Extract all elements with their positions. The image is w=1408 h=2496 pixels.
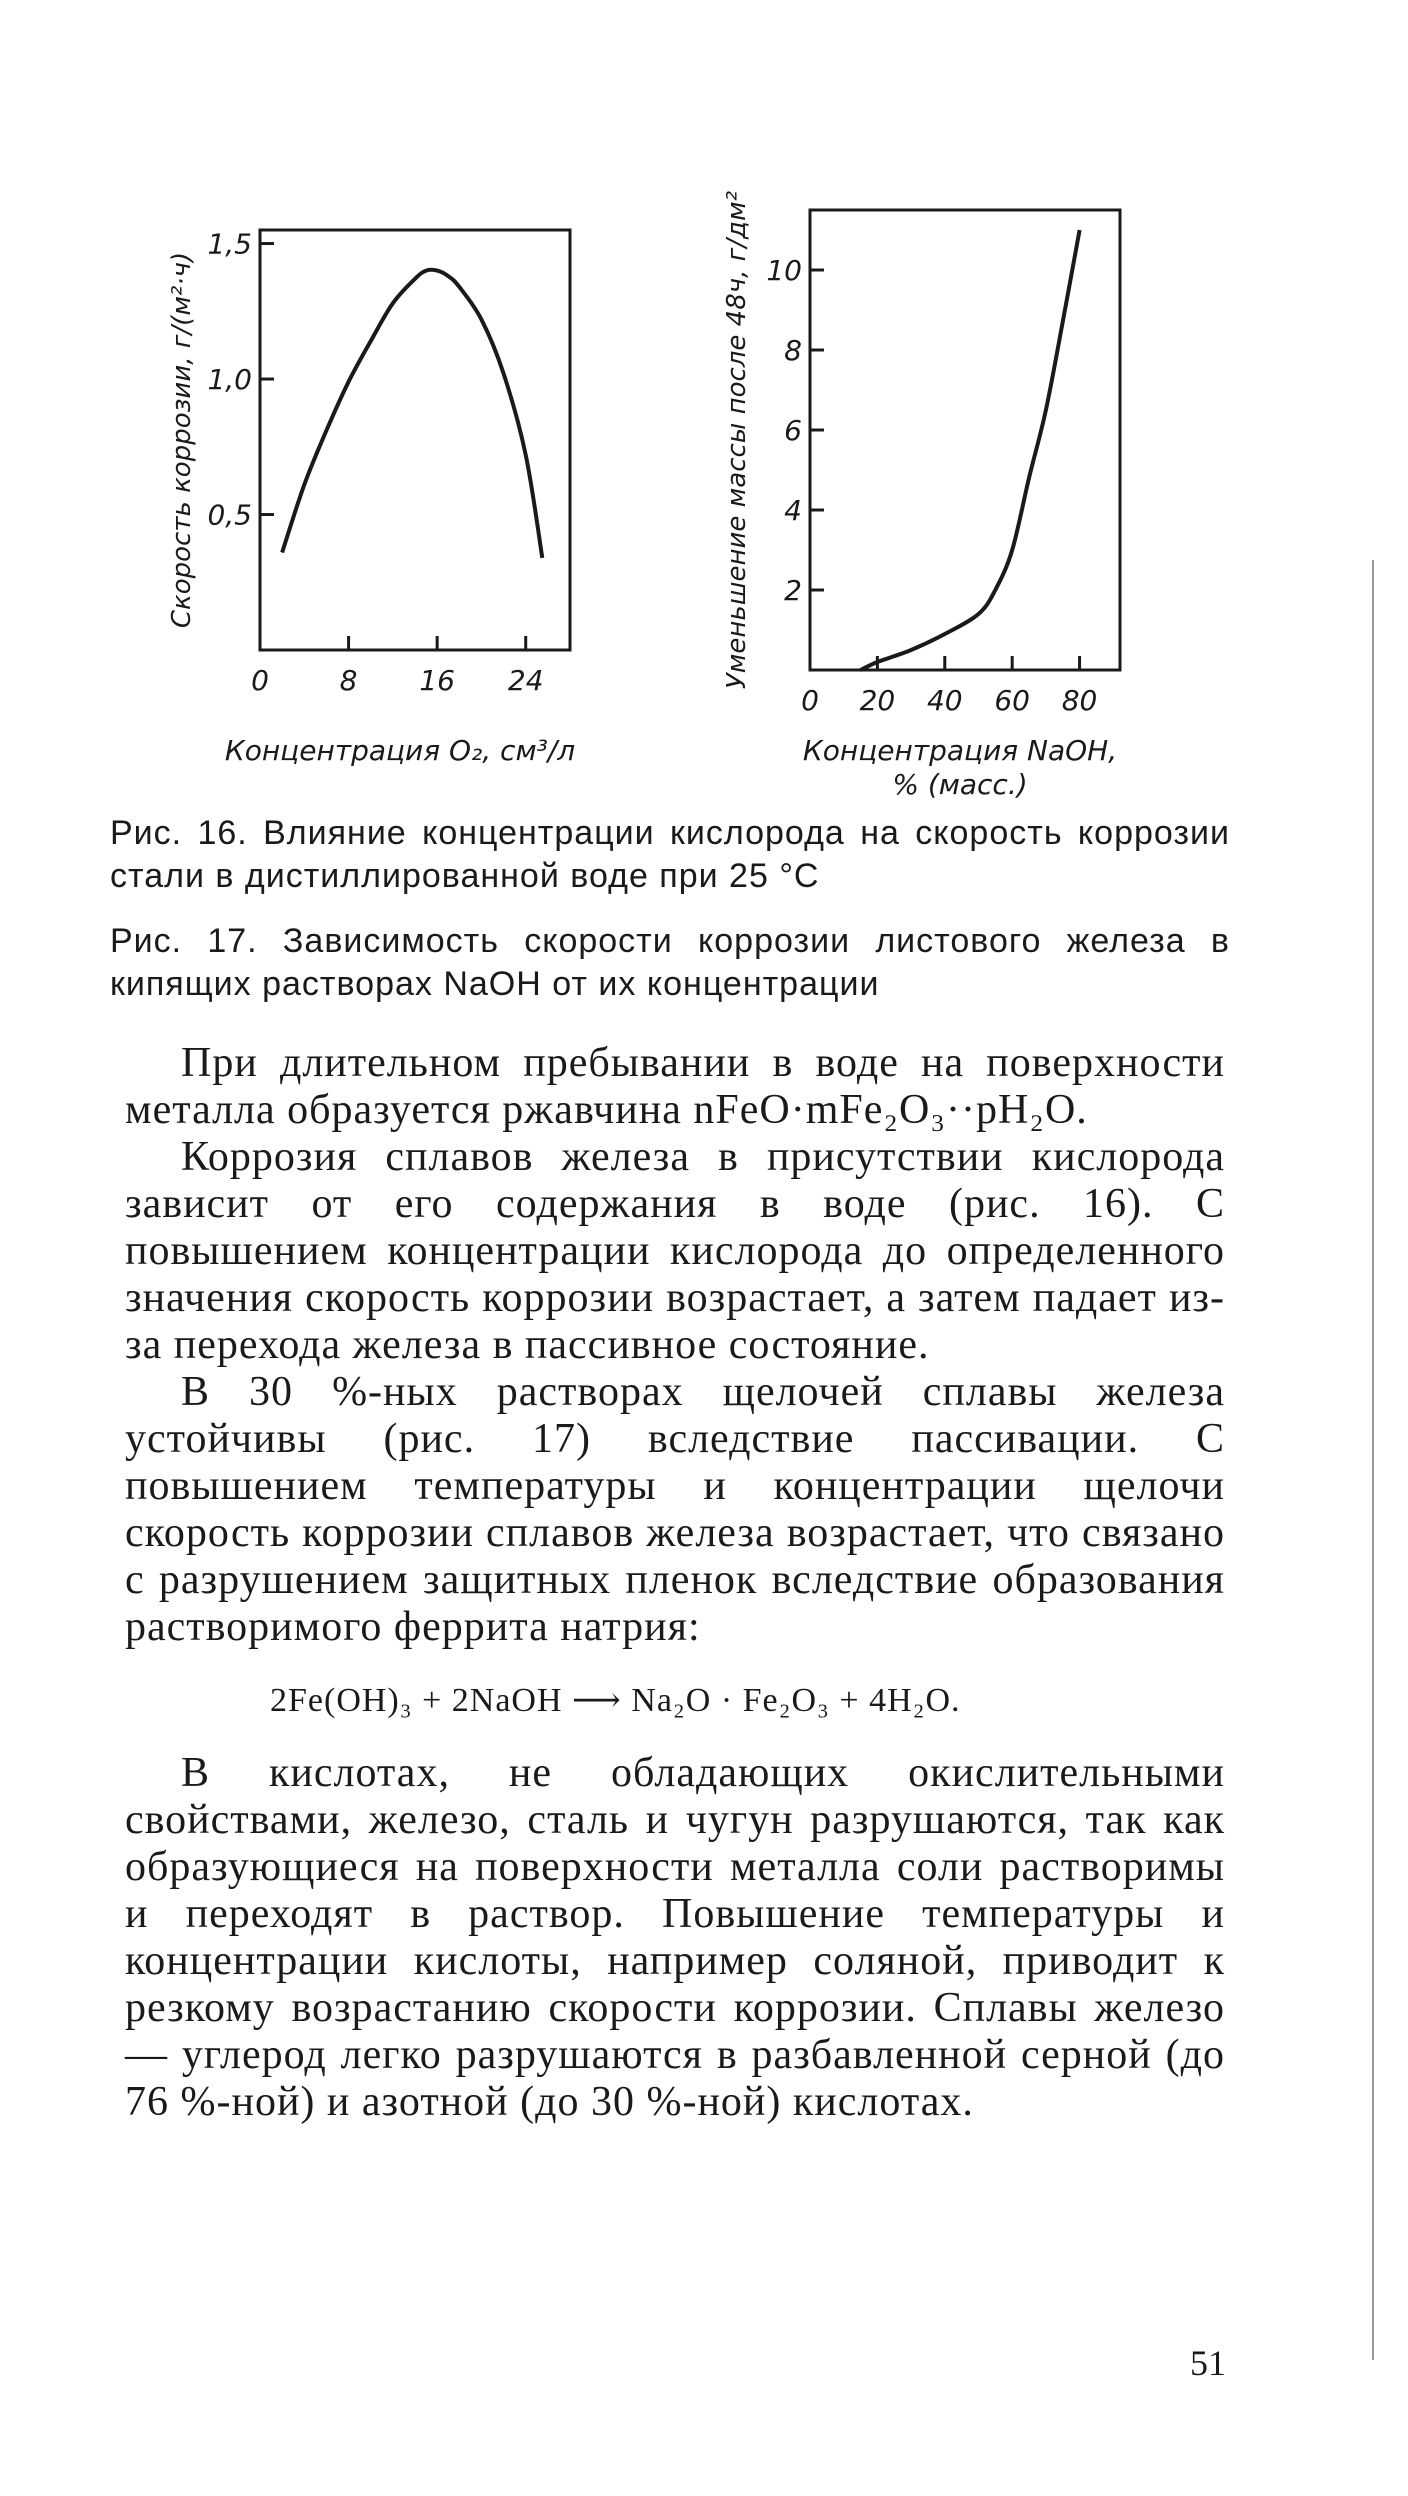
- c17-x-tick-label-0: 0: [801, 684, 819, 717]
- c16-y-tick-label-0: 0,5: [207, 498, 252, 532]
- chart17-y-label: Уменьшение массы после 48ч, г/дм²: [722, 190, 752, 690]
- paragraph-oxygen: Коррозия сплавов железа в присутствии кислорода зависит от его содержания в воде (рис. 16). С повышением концентрации кислорода до определенного значения скорость коррозии возрастает, а затем падает из-за перехода железа в пассивное состояние.: [125, 1134, 1225, 1368]
- c16-y-tick-label-1: 1,0: [207, 363, 252, 397]
- c16-x-tick-label-2: 16: [419, 664, 455, 697]
- chart17-series-line: [861, 230, 1080, 670]
- chart17-frame: [810, 210, 1120, 670]
- c16-x-tick-label-1: 8: [339, 664, 358, 697]
- page-edge-line: [1372, 560, 1374, 2360]
- body-text-block-2: [125, 1750, 1225, 2126]
- c17-y-tick-label-4: 10: [766, 254, 802, 287]
- reaction-equation: 2Fe(OH)₃ + 2NaOH ⟶ Na₂O · Fe₂O₃ + 4H₂O.: [270, 1682, 961, 1719]
- body-text-block: [125, 1040, 1225, 1651]
- paragraph-acids: В кислотах, не обладающих окислительными свойствами, железо, сталь и чугун разрушаются, так как образующиеся на поверхности металла соли растворимы и переходят в раствор. Повышение температуры и концентрации кислоты, например соляной, приводит к резкому возрастанию скорости коррозии. Сплавы железо — углерод легко разрушаются в разбавленной серной (до 76 %-ной) и азотной (до 30 %-ной) кислотах.: [125, 1750, 1225, 2125]
- c16-x-tick-label-0: 0: [251, 664, 269, 697]
- c17-x-tick-label-1: 20: [859, 684, 896, 717]
- c16-x-tick-label-3: 24: [507, 664, 544, 697]
- figure-16-caption: Рис. 16. Влияние концентрации кислорода на скорость коррозии стали в дистиллированной воде при 25 °С: [110, 814, 1230, 895]
- chart16-y-label: Скорость коррозии, г/(м²·ч): [167, 251, 197, 629]
- c17-x-tick-label-4: 80: [1061, 684, 1098, 717]
- paragraph-alkali: В 30 %-ных растворах щелочей сплавы железа устойчивы (рис. 17) вследствие пассивации. С повышением температуры и концентрации щелочи скорость коррозии сплавов железа возрастает, что связано с разрушением защитных пленок вследствие образования растворимого феррита натрия:: [125, 1369, 1225, 1650]
- c17-y-tick-label-1: 4: [784, 494, 802, 527]
- c17-y-tick-label-3: 8: [784, 334, 802, 367]
- chart17-x-label: Концентрация NaOH, % (масс.): [802, 734, 1118, 801]
- figure-17-chart: [710, 190, 1170, 810]
- c17-x-tick-label-2: 40: [926, 684, 963, 717]
- page-number: 51: [1190, 2343, 1226, 2383]
- chart16-series-line: [282, 270, 542, 558]
- figure-16-chart: [150, 210, 610, 810]
- figure-17-caption: Рис. 17. Зависимость скорости коррозии листового железа в кипящих растворах NaOH от их концентрации: [110, 922, 1230, 1003]
- c17-y-tick-label-2: 6: [784, 414, 802, 447]
- c16-y-tick-label-2: 1,5: [207, 227, 252, 261]
- chart16-x-label: Концентрация O₂, см³/л: [224, 734, 576, 767]
- paragraph-rust: При длительном пребывании в воде на поверхности металла образуется ржавчина nFeO·mFe₂O₃··pH₂O.: [125, 1040, 1225, 1133]
- c17-y-tick-label-0: 2: [784, 574, 802, 607]
- c17-x-tick-label-3: 60: [994, 684, 1030, 717]
